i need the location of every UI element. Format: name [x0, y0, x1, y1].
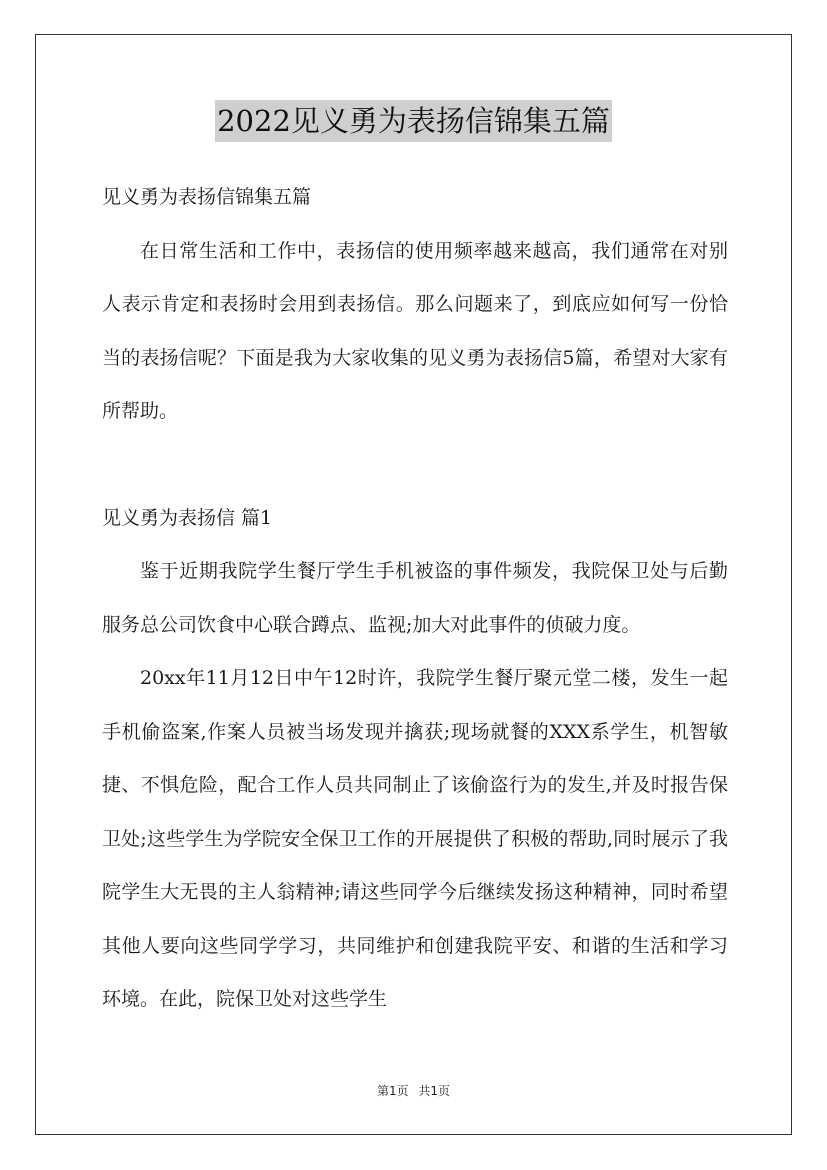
document-subtitle: 见义勇为表扬信锦集五篇 — [102, 186, 312, 208]
section-spacer — [102, 439, 728, 492]
page-total: 共1页 — [418, 1084, 451, 1098]
title-container — [0, 100, 827, 142]
section-heading: 见义勇为表扬信 篇1 — [102, 506, 273, 529]
document-title: 2022见义勇为表扬信锦集五篇 — [215, 100, 612, 142]
page-footer — [0, 1082, 827, 1099]
body-paragraph: 鉴于近期我院学生餐厅学生手机被盗的事件频发，我院保卫处与后勤服务总公司饮食中心联合蹲点、监视;加大对此事件的侦破力度。 — [102, 560, 728, 636]
body-paragraph: 20xx年11月12日中午12时许，我院学生餐厅聚元堂二楼，发生一起手机偷盗案,作案人员被当场发现并擒获;现场就餐的XXX系学生，机智敏捷、不惧危险，配合工作人员共同制止了该偷盗行为的发生,并及时报告保卫处;这些学生为学院安全保卫工作的开展提供了积极的帮助,同时展示了我院学生大无畏的主人翁精神;请这些同学今后继续发扬这种精神，同时希望其他人要向这些同学学习，共同维护和创建我院平安、和谐的生活和学习环境。在此，院保卫处对这些学生 — [102, 667, 728, 1010]
document-body — [102, 171, 728, 1027]
intro-paragraph: 在日常生活和工作中，表扬信的使用频率越来越高，我们通常在对别人表示肯定和表扬时会用到表扬信。那么问题来了，到底应如何写一份恰当的表扬信呢？下面是我为大家收集的见义勇为表扬信5篇，希望对大家有所帮助。 — [102, 239, 728, 422]
page-number: 第1页 — [376, 1084, 409, 1098]
